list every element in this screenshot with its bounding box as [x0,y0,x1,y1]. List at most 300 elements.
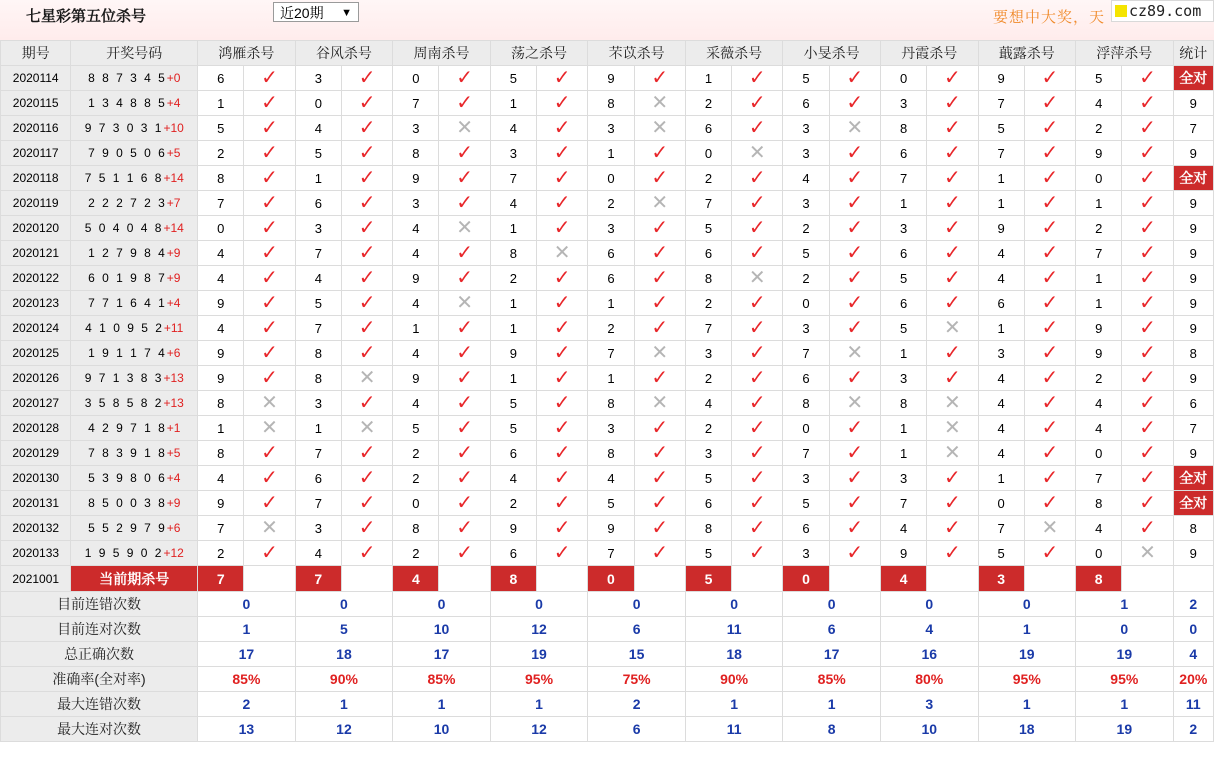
draw-sum: +14 [163,221,184,235]
kill-number: 2 [588,316,634,341]
draw-digits: 4 2 9 7 1 8 [88,421,167,435]
cross-icon: ✕ [927,391,978,416]
kill-number: 2 [1076,216,1122,241]
kill-number: 1 [588,141,634,166]
kill-number: 4 [198,241,244,266]
check-icon: ✓ [439,441,490,466]
kill-number: 9 [978,216,1024,241]
check-icon: ✓ [439,341,490,366]
check-icon: ✓ [634,516,685,541]
check-icon: ✓ [439,491,490,516]
kill-number: 6 [198,66,244,91]
current-period-row [1,566,1214,592]
check-icon: ✓ [732,316,783,341]
kill-number: 1 [490,316,536,341]
current-kill-label: 当前期杀号 [71,566,198,592]
draw-sum: +9 [166,246,181,260]
check-icon: ✓ [732,441,783,466]
kill-number: 3 [978,341,1024,366]
summary-value: 1 [783,692,881,717]
kill-number: 7 [198,191,244,216]
cross-icon: ✕ [829,116,880,141]
check-icon: ✓ [829,316,880,341]
check-icon: ✓ [829,266,880,291]
check-icon: ✓ [1024,541,1075,566]
check-icon: ✓ [341,516,392,541]
draw-sum: +4 [166,296,181,310]
check-icon: ✓ [537,341,588,366]
check-icon: ✓ [439,466,490,491]
check-icon: ✓ [537,541,588,566]
check-icon: ✓ [829,366,880,391]
check-icon: ✓ [537,266,588,291]
summary-value: 6 [588,717,686,742]
summary-value: 18 [685,642,783,667]
summary-value: 12 [295,717,393,742]
kill-number: 6 [783,366,829,391]
check-icon: ✓ [927,366,978,391]
kill-number: 4 [393,241,439,266]
kill-number: 1 [198,416,244,441]
check-icon: ✓ [732,166,783,191]
check-icon: ✓ [829,466,880,491]
kill-number: 6 [880,241,926,266]
row-stat: 8 [1173,516,1213,541]
issue-number: 2020129 [1,441,71,466]
check-icon: ✓ [341,116,392,141]
check-icon: ✓ [1122,191,1173,216]
kill-number: 5 [1076,66,1122,91]
kill-number: 3 [295,516,341,541]
check-icon: ✓ [1122,491,1173,516]
kill-number: 1 [978,466,1024,491]
kill-number: 2 [588,191,634,216]
check-icon: ✓ [1024,166,1075,191]
table-row [1,191,1214,216]
current-kill-spacer [927,566,978,592]
summary-value: 2 [198,692,296,717]
kill-number: 1 [1076,291,1122,316]
check-icon: ✓ [829,91,880,116]
kill-number: 2 [198,141,244,166]
check-icon: ✓ [1024,241,1075,266]
kill-number: 5 [198,116,244,141]
draw-numbers [71,341,198,366]
draw-digits: 5 5 2 9 7 9 [88,521,167,535]
kill-number: 1 [295,416,341,441]
draw-digits: 7 8 3 9 1 8 [88,446,167,460]
kill-number: 0 [1076,541,1122,566]
site-logo[interactable] [1111,0,1214,22]
kill-number: 1 [978,316,1024,341]
check-icon: ✓ [537,391,588,416]
kill-number: 4 [978,416,1024,441]
kill-number: 3 [393,191,439,216]
draw-sum: +12 [163,546,184,560]
summary-stat: 4 [1173,642,1213,667]
check-icon: ✓ [1024,116,1075,141]
kill-number: 9 [588,66,634,91]
kill-number: 4 [198,316,244,341]
cross-icon: ✕ [244,391,295,416]
summary-value: 15 [588,642,686,667]
kill-number: 9 [198,291,244,316]
cross-icon: ✕ [1122,541,1173,566]
column-header: 周南杀号 [393,41,491,66]
check-icon: ✓ [341,216,392,241]
top-bar [0,0,1214,41]
table-row [1,391,1214,416]
check-icon: ✓ [829,491,880,516]
kill-number: 3 [490,141,536,166]
kill-number: 9 [490,516,536,541]
column-header: 浮萍杀号 [1076,41,1174,66]
row-stat: 9 [1173,91,1213,116]
table-row [1,91,1214,116]
summary-stat: 20% [1173,667,1213,692]
draw-sum: +13 [163,396,184,410]
kill-number: 9 [1076,141,1122,166]
summary-value: 85% [393,667,491,692]
check-icon: ✓ [829,291,880,316]
kill-number: 1 [490,291,536,316]
summary-value: 0 [490,592,588,617]
check-icon: ✓ [537,516,588,541]
check-icon: ✓ [634,66,685,91]
kill-number: 4 [198,466,244,491]
check-icon: ✓ [829,191,880,216]
summary-value: 19 [978,642,1076,667]
kill-number: 5 [490,416,536,441]
summary-value: 6 [588,617,686,642]
kill-number: 1 [1076,191,1122,216]
table-body [1,66,1214,742]
issue-number: 2020132 [1,516,71,541]
kill-number: 3 [588,416,634,441]
kill-number: 2 [393,541,439,566]
cross-icon: ✕ [244,416,295,441]
kill-number: 7 [295,491,341,516]
issue-number: 2020119 [1,191,71,216]
check-icon: ✓ [537,466,588,491]
check-icon: ✓ [1122,391,1173,416]
cross-icon: ✕ [634,391,685,416]
kill-number: 6 [295,191,341,216]
check-icon: ✓ [1024,266,1075,291]
kill-number: 4 [490,191,536,216]
check-icon: ✓ [341,66,392,91]
kill-number: 9 [490,341,536,366]
summary-value: 1 [978,617,1076,642]
check-icon: ✓ [341,141,392,166]
kill-number: 0 [783,291,829,316]
cross-icon: ✕ [732,141,783,166]
check-icon: ✓ [927,241,978,266]
draw-digits: 3 5 8 5 8 2 [84,396,164,410]
current-kill-spacer [1024,566,1075,592]
check-icon: ✓ [439,91,490,116]
check-icon: ✓ [829,416,880,441]
summary-value: 0 [685,592,783,617]
issue-number: 2020114 [1,66,71,91]
check-icon: ✓ [537,316,588,341]
kill-number: 2 [685,416,731,441]
summary-value: 2 [588,692,686,717]
check-icon: ✓ [439,366,490,391]
check-icon: ✓ [244,366,295,391]
kill-number: 9 [393,166,439,191]
kill-number: 7 [1076,241,1122,266]
kill-number: 6 [880,141,926,166]
summary-value: 10 [880,717,978,742]
kill-number: 8 [393,141,439,166]
kill-number: 5 [490,391,536,416]
kill-number: 2 [685,291,731,316]
check-icon: ✓ [732,216,783,241]
table-row [1,516,1214,541]
cross-icon: ✕ [927,316,978,341]
row-stat: 9 [1173,441,1213,466]
draw-numbers [71,191,198,216]
issue-number: 2020118 [1,166,71,191]
issue-number: 2020122 [1,266,71,291]
draw-digits: 6 0 1 9 8 7 [88,271,167,285]
check-icon: ✓ [1024,216,1075,241]
check-icon: ✓ [341,316,392,341]
check-icon: ✓ [1024,466,1075,491]
issue-number: 2020133 [1,541,71,566]
kill-number: 8 [1076,491,1122,516]
draw-sum: +10 [163,121,184,135]
check-icon: ✓ [927,516,978,541]
check-icon: ✓ [732,366,783,391]
check-icon: ✓ [1024,366,1075,391]
kill-number: 3 [880,91,926,116]
check-icon: ✓ [732,416,783,441]
column-header: 谷风杀号 [295,41,393,66]
row-stat: 9 [1173,191,1213,216]
current-kill-spacer [829,566,880,592]
kill-number: 2 [685,91,731,116]
check-icon: ✓ [341,441,392,466]
check-icon: ✓ [927,491,978,516]
summary-value: 10 [393,617,491,642]
summary-label: 最大连错次数 [1,692,198,717]
kill-number: 1 [490,216,536,241]
column-header: 开奖号码 [71,41,198,66]
cross-icon: ✕ [927,416,978,441]
kill-number: 3 [783,541,829,566]
kill-number: 5 [880,266,926,291]
summary-value: 12 [490,617,588,642]
kill-number: 2 [685,366,731,391]
column-header: 小旻杀号 [783,41,881,66]
draw-digits: 7 9 0 5 0 6 [88,146,167,160]
kill-number: 1 [880,341,926,366]
draw-digits: 7 7 1 6 4 1 [88,296,167,310]
check-icon: ✓ [244,441,295,466]
kill-number: 4 [490,116,536,141]
kill-number: 6 [490,441,536,466]
cross-icon: ✕ [634,116,685,141]
summary-value: 80% [880,667,978,692]
kill-number: 4 [1076,91,1122,116]
draw-sum: +9 [166,496,181,510]
check-icon: ✓ [1122,266,1173,291]
kill-number: 7 [295,241,341,266]
check-icon: ✓ [634,541,685,566]
summary-stat: 2 [1173,717,1213,742]
check-icon: ✓ [244,216,295,241]
current-kill-number: 3 [978,566,1024,592]
draw-digits: 1 2 7 9 8 4 [88,246,167,260]
kill-number: 8 [588,391,634,416]
kill-number: 6 [880,291,926,316]
kill-number: 8 [685,266,731,291]
kill-number: 8 [880,391,926,416]
issue-number: 2020123 [1,291,71,316]
kill-number: 8 [588,441,634,466]
current-kill-number: 5 [685,566,731,592]
check-icon: ✓ [439,316,490,341]
summary-label: 最大连对次数 [1,717,198,742]
kill-number: 3 [783,316,829,341]
current-kill-number: 8 [490,566,536,592]
draw-digits: 9 7 3 0 3 1 [84,121,164,135]
kill-number: 1 [198,91,244,116]
check-icon: ✓ [927,116,978,141]
row-stat: 9 [1173,241,1213,266]
check-icon: ✓ [1024,391,1075,416]
draw-numbers [71,291,198,316]
kill-number: 8 [880,116,926,141]
draw-digits: 4 1 0 9 5 2 [85,321,164,335]
cross-icon: ✕ [732,266,783,291]
summary-value: 90% [295,667,393,692]
row-stat: 9 [1173,541,1213,566]
check-icon: ✓ [927,66,978,91]
summary-row [1,642,1214,667]
draw-sum: +6 [166,346,181,360]
kill-number: 1 [393,316,439,341]
kill-number: 3 [783,191,829,216]
check-icon: ✓ [1024,91,1075,116]
check-icon: ✓ [537,66,588,91]
issue-number: 2020126 [1,366,71,391]
row-stat: 7 [1173,116,1213,141]
marquee-text: 要想中大奖，天 [993,9,1106,26]
kill-number: 3 [588,216,634,241]
check-icon: ✓ [927,341,978,366]
kill-number: 0 [588,166,634,191]
summary-value: 13 [198,717,296,742]
draw-digits: 1 9 5 9 0 2 [84,546,164,560]
kill-number: 7 [490,166,536,191]
check-icon: ✓ [537,166,588,191]
header-row [1,41,1214,66]
period-select-value: 近20期 [280,5,324,21]
check-icon: ✓ [439,391,490,416]
kill-number: 5 [588,491,634,516]
check-icon: ✓ [439,266,490,291]
cross-icon: ✕ [244,516,295,541]
draw-numbers [71,166,198,191]
kill-number: 3 [588,116,634,141]
kill-number: 9 [198,366,244,391]
table-row [1,216,1214,241]
table-row [1,166,1214,191]
kill-number: 8 [783,391,829,416]
check-icon: ✓ [439,66,490,91]
check-icon: ✓ [244,491,295,516]
page-title: 七星彩第五位杀号 [26,8,147,25]
logo-text: cz89.com [1129,2,1202,20]
check-icon: ✓ [732,391,783,416]
draw-numbers [71,516,198,541]
kill-number: 0 [1076,441,1122,466]
draw-sum: +11 [163,321,184,335]
summary-value: 12 [490,717,588,742]
kill-number: 2 [393,441,439,466]
kill-number: 8 [393,516,439,541]
summary-value: 3 [880,692,978,717]
kill-number: 5 [685,216,731,241]
check-icon: ✓ [732,516,783,541]
check-icon: ✓ [244,291,295,316]
kill-number: 3 [880,216,926,241]
row-stat: 9 [1173,291,1213,316]
kill-number: 8 [490,241,536,266]
check-icon: ✓ [732,241,783,266]
kill-number: 4 [393,391,439,416]
row-stat: 6 [1173,391,1213,416]
check-icon: ✓ [1024,191,1075,216]
table-row [1,491,1214,516]
summary-value: 4 [880,617,978,642]
current-kill-spacer [244,566,295,592]
kill-number: 0 [295,91,341,116]
kill-number: 7 [295,441,341,466]
check-icon: ✓ [439,166,490,191]
kill-number: 6 [588,241,634,266]
kill-number: 4 [978,266,1024,291]
table-row [1,66,1214,91]
check-icon: ✓ [244,116,295,141]
kill-number: 6 [490,541,536,566]
check-icon: ✓ [634,366,685,391]
check-icon: ✓ [732,491,783,516]
draw-sum: +7 [166,196,181,210]
period-select[interactable] [273,2,359,22]
current-kill-spacer [1122,566,1173,592]
draw-sum: +9 [166,271,181,285]
kill-number: 6 [783,516,829,541]
summary-value: 19 [1076,717,1174,742]
check-icon: ✓ [634,466,685,491]
table-row [1,541,1214,566]
check-icon: ✓ [1122,341,1173,366]
draw-numbers [71,66,198,91]
cross-icon: ✕ [634,91,685,116]
summary-value: 19 [1076,642,1174,667]
check-icon: ✓ [341,166,392,191]
draw-digits: 1 3 4 8 8 5 [88,96,167,110]
check-icon: ✓ [1122,216,1173,241]
draw-numbers [71,391,198,416]
check-icon: ✓ [634,141,685,166]
issue-number: 2020130 [1,466,71,491]
check-icon: ✓ [1024,341,1075,366]
